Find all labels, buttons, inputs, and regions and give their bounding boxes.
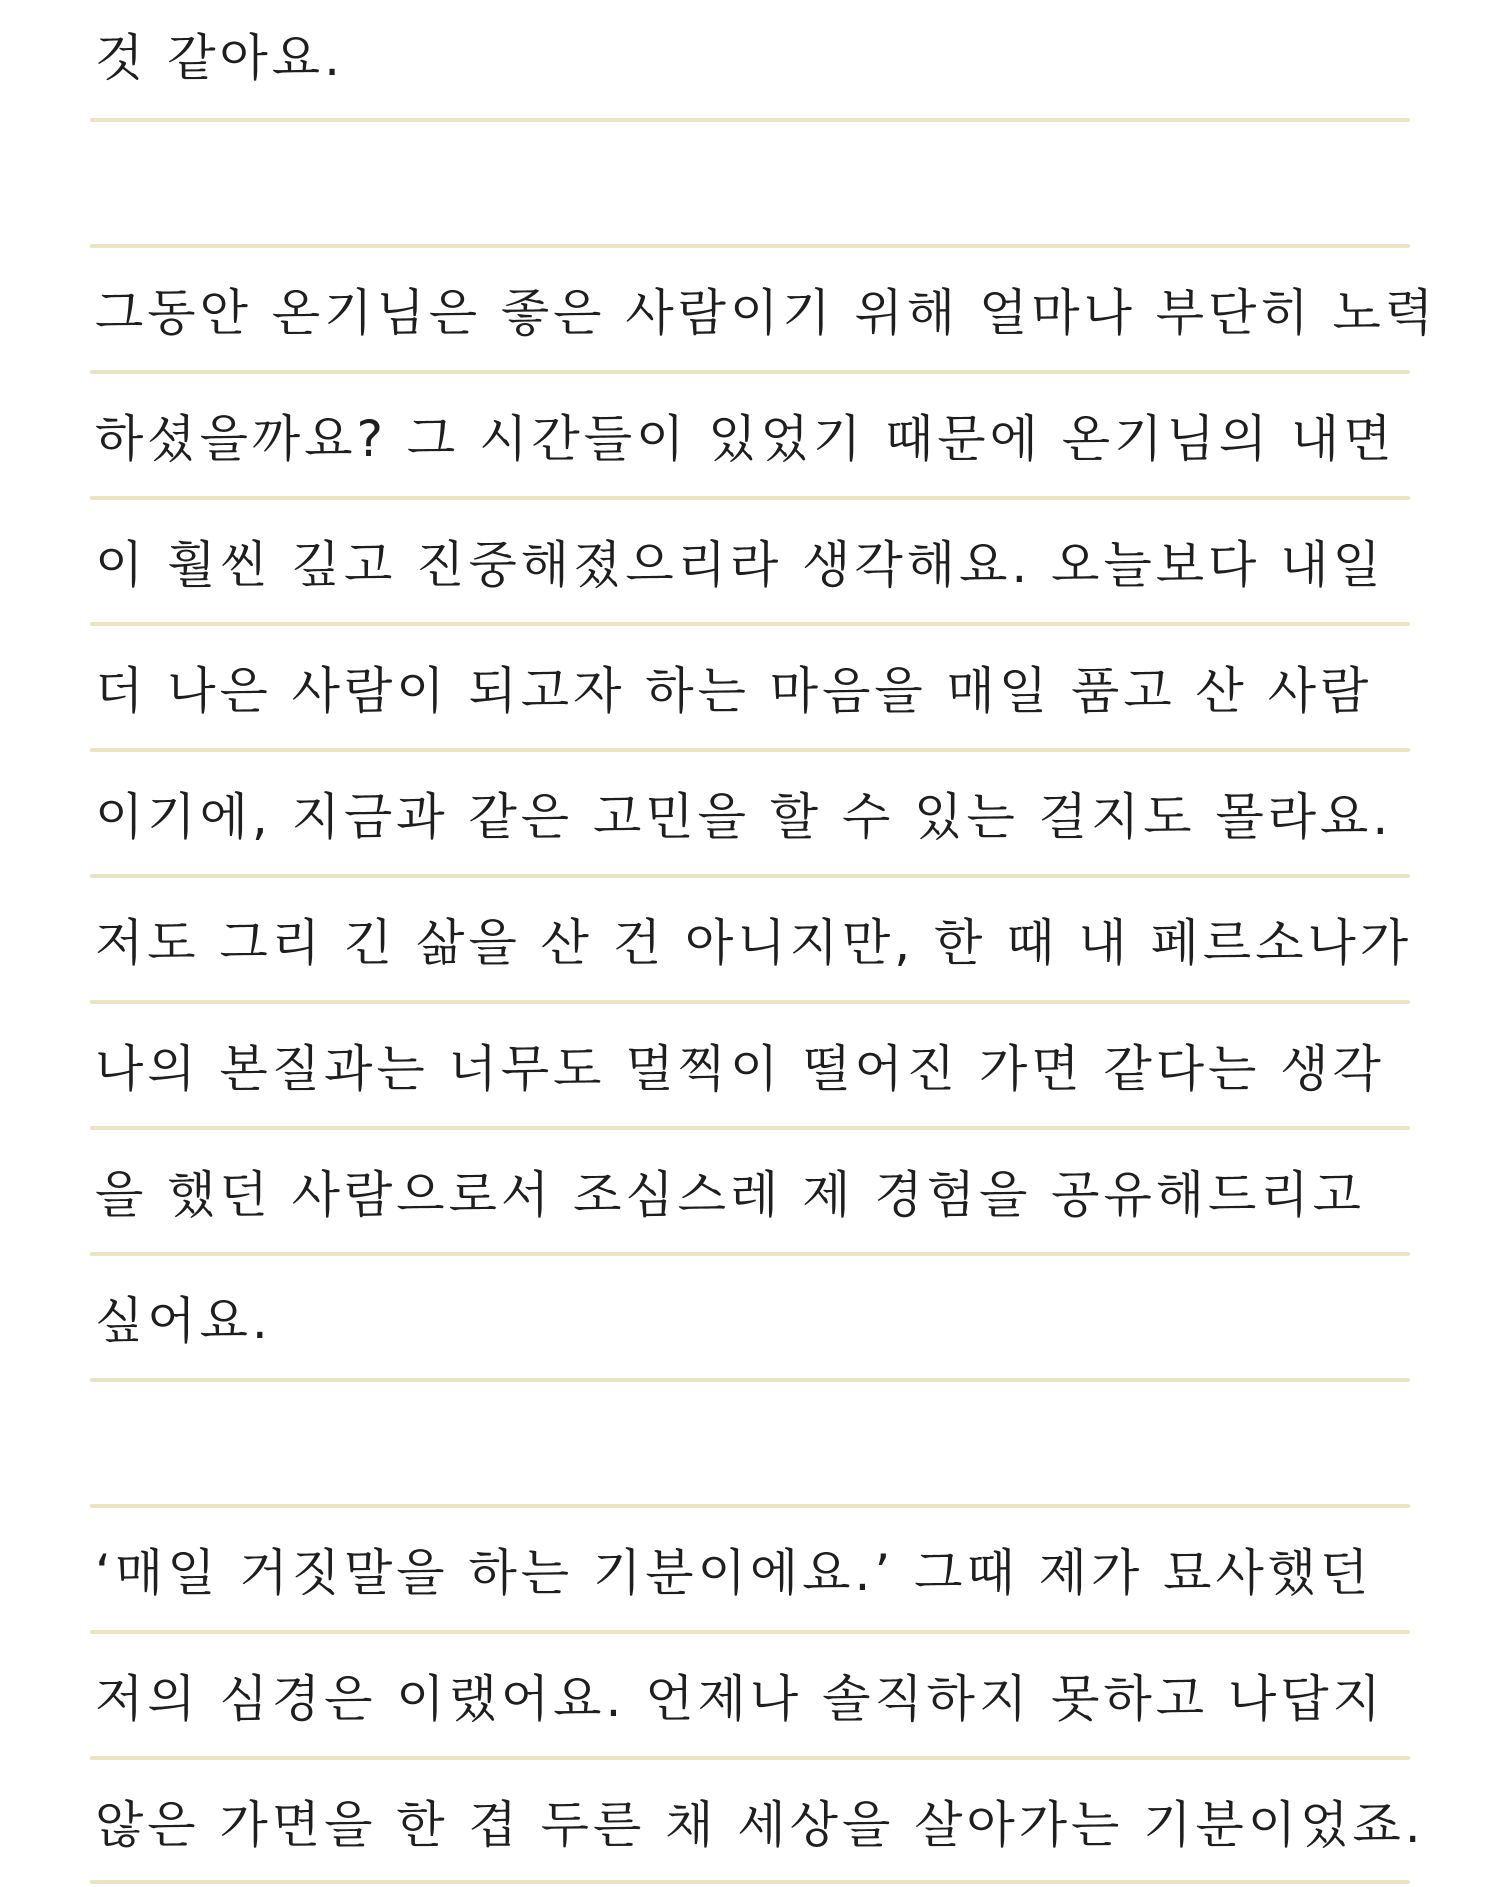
letter-line: 싶어요. [95, 1292, 272, 1350]
letter-line: ‘매일 거짓말을 하는 기분이에요.’ 그때 제가 묘사했던 [95, 1544, 1373, 1602]
ruled-line [90, 1504, 1410, 1508]
ruled-line [90, 874, 1410, 878]
ruled-line [90, 1378, 1410, 1382]
letter-line: 이기에, 지금과 같은 고민을 할 수 있는 걸지도 몰라요. [95, 788, 1393, 846]
ruled-line [90, 1756, 1410, 1760]
ruled-line [90, 1630, 1410, 1634]
ruled-line [90, 496, 1410, 500]
letter-line: 것 같아요. [95, 29, 344, 87]
ruled-line [90, 622, 1410, 626]
ruled-line [90, 1126, 1410, 1130]
letter-line: 그동안 온기님은 좋은 사람이기 위해 얼마나 부단히 노력 [95, 284, 1438, 342]
ruled-line [90, 1000, 1410, 1004]
letter-line: 나의 본질과는 너무도 멀찍이 떨어진 가면 같다는 생각 [95, 1040, 1385, 1098]
ruled-line [90, 748, 1410, 752]
letter-line: 을 했던 사람으로서 조심스레 제 경험을 공유해드리고 [95, 1166, 1365, 1224]
letter-line: 이 훨씬 깊고 진중해졌으리라 생각해요. 오늘보다 내일 [95, 536, 1385, 594]
letter-line: 하셨을까요? 그 시간들이 있었기 때문에 온기님의 내면 [95, 410, 1396, 468]
ruled-line [90, 1880, 1410, 1884]
letter-line: 저의 심경은 이랬어요. 언제나 솔직하지 못하고 나답지 [95, 1670, 1385, 1728]
ruled-line [90, 370, 1410, 374]
letter-line: 않은 가면을 한 겹 두른 채 세상을 살아가는 기분이었죠. [95, 1796, 1425, 1854]
ruled-line [90, 1252, 1410, 1256]
letter-line: 저도 그리 긴 삶을 산 건 아니지만, 한 때 내 페르소나가 [95, 914, 1413, 972]
ruled-line [90, 118, 1410, 122]
letter-line: 더 나은 사람이 되고자 하는 마음을 매일 품고 산 사람 [95, 662, 1373, 720]
ruled-line [90, 244, 1410, 248]
